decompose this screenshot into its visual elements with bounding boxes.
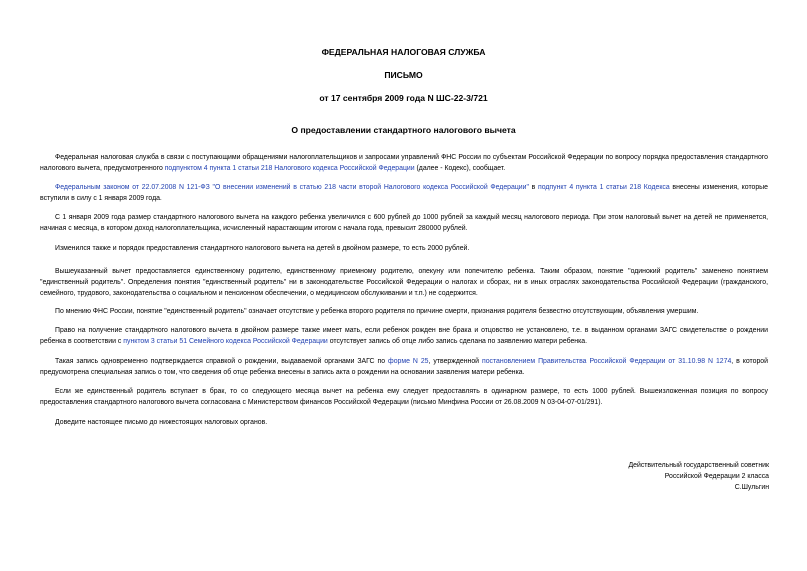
paragraph-5: Вышеуказанный вычет предоставляется единственному родителю, единственному приемному родителю, опекуну или попечителю ребенка. Таким образом, понятие "одинокий родитель" заменено понятием "единственный родитель". Определения понятия "единственный родитель" ни в законодательстве Российской Федерации о налогах и сборах, ни в иных отраслях законодательства Российской Федерации (гражданского, семейного, трудового, законодательства о социальном и пенсионном обеспечении, о медицинском обслуживании и т.п.) не содержится. [40,268,768,297]
link-government-resolution-1274[interactable]: постановлением Правительства Российской Федерации от 31.10.98 N 1274 [481,358,732,365]
document-subject: О предоставлении стандартного налогового вычета [291,125,516,135]
link-subparagraph-4-article-218-code[interactable]: подпункт 4 пункта 1 статьи 218 Кодекса [537,184,670,191]
paragraph-7-text-end: отсутствует запись об отце либо запись сделана по заявлению матери ребенка. [327,338,588,345]
paragraph-1-text-end: (далее - Кодекс), сообщает. [414,165,506,172]
paragraph-1 [40,152,768,174]
link-subparagraph-4-article-218-nk[interactable]: подпунктом 4 пункта 1 статьи 218 Налогового кодекса Российской Федерации [164,165,415,172]
document-type: ПИСЬМО [384,70,423,80]
paragraph-8-text-mid: , утвержденной [428,358,482,365]
paragraph-7 [40,325,768,347]
link-article-51-family-code[interactable]: пунктом 3 статьи 51 Семейного кодекса Российской Федерации [123,338,328,345]
link-form-25[interactable]: форме N 25 [388,358,429,365]
paragraph-6: По мнению ФНС России, понятие "единственный родитель" означает отсутствие у ребенка второго родителя по причине смерти, признания родителя безвестно отсутствующим, объявления умершим. [55,308,699,315]
link-federal-law-121-fz[interactable]: Федеральным законом от 22.07.2008 N 121-ФЗ "О внесении изменений в статью 218 части второй Налогового кодекса Российской Федерации" [55,184,529,191]
signature-rank-line-2: Российской Федерации 2 класса [664,473,769,480]
signature-block [628,460,769,493]
signature-name: С.Шульгин [734,484,769,491]
paragraph-9: Если же единственный родитель вступает в брак, то со следующего месяца вычет на ребенка ему следует предоставлять в одинарном размере, то есть 1000 рублей. Вышеизложенная позиция по вопросу предоставления стандартного налогового вычета согласована с Министерством финансов Российской Федерации (письмо Минфина России от 26.08.2009 N 03-04-07-01/291). [40,388,768,406]
signature-rank-line-1: Действительный государственный советник [628,462,769,469]
paragraph-2-text: в [528,184,538,191]
paragraph-3: С 1 января 2009 года размер стандартного налогового вычета на каждого ребенка увеличился с 600 рублей до 1000 рублей за каждый месяц налогового периода. При этом налоговый вычет на детей не применяется, начиная с месяца, в котором доход налогоплательщика, исчисленный нарастающим итогом с начала года, превысит 280000 рублей. [40,214,768,232]
paragraph-10: Доведите настоящее письмо до нижестоящих налоговых органов. [55,419,268,426]
document-date-number: от 17 сентября 2009 года N ШС-22-3/721 [319,93,488,103]
agency-title: ФЕДЕРАЛЬНАЯ НАЛОГОВАЯ СЛУЖБА [321,47,486,57]
paragraph-7-text: Право на получение стандартного налогового вычета в двойном размере также имеет мать, если ребенок рожден вне брака и отцовство не установлено, т.е. в выданном органами ЗАГС свидетельстве о рождении ребенка в соответствии с [40,327,768,345]
paragraph-8-text-end: , в которой предусмотрена специальная запись о том, что сведения об отце ребенка внесены в запись акта о рождении на основании заявления матери ребенка. [40,358,768,376]
paragraph-8-text: Такая запись одновременно подтверждается справкой о рождении, выдаваемой органами ЗАГС по [55,358,389,365]
paragraph-2 [40,182,768,204]
paragraph-2-text-end: внесены изменения, которые вступили в силу с 1 января 2009 года. [40,184,768,202]
paragraph-1-text: Федеральная налоговая служба в связи с поступающими обращениями налогоплательщиков и запросами управлений ФНС России по субъектам Российской Федерации по вопросу порядка предоставления стандартного налогового вычета, предусмотренного [40,154,768,172]
paragraph-8 [40,356,768,378]
paragraph-4: Изменился также и порядок предоставления стандартного налогового вычета на детей в двойном размере, то есть 2000 рублей. [55,245,470,252]
